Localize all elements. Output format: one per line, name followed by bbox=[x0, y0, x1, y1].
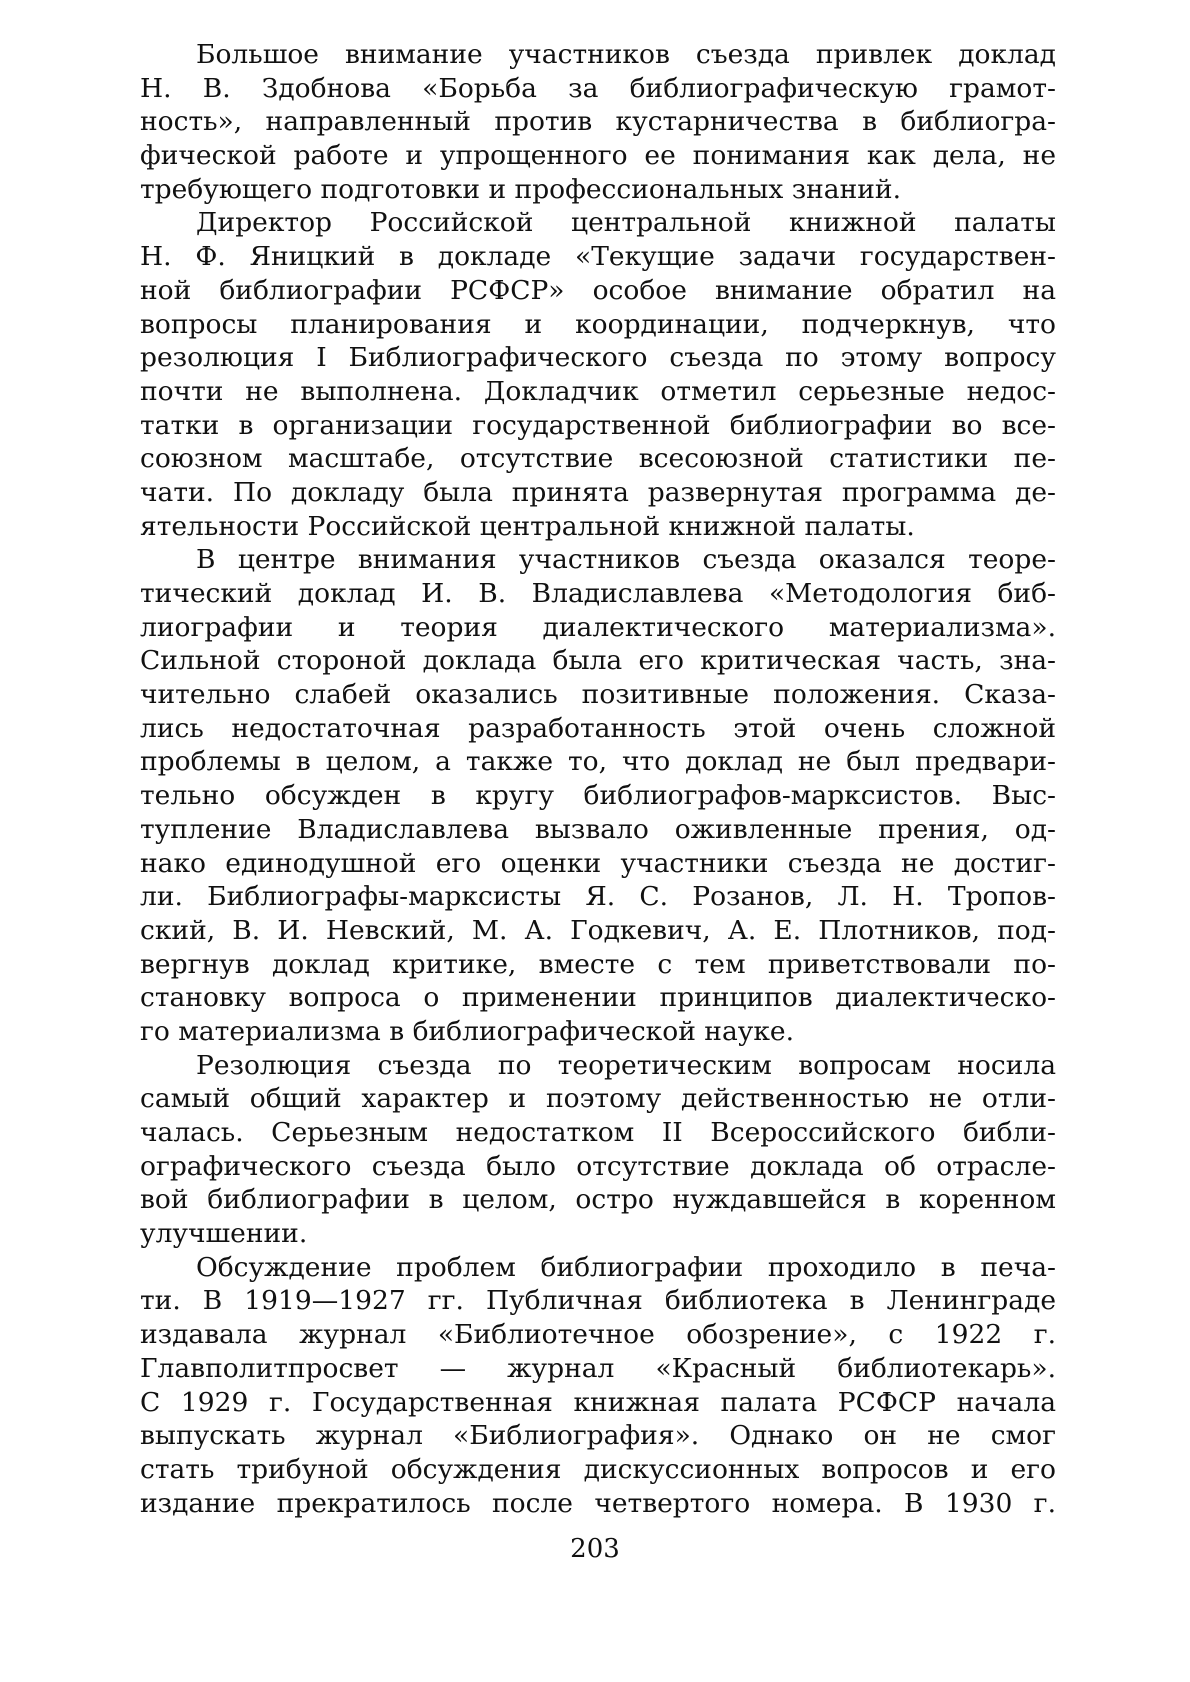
text-line: стать трибуной обсуждения дискуссионных вопросов и его bbox=[140, 1453, 1056, 1485]
text-line: лиографии и теория диалектического материализма». bbox=[140, 611, 1056, 643]
text-line: Главполитпросвет — журнал «Красный библиотекарь». bbox=[140, 1352, 1056, 1384]
text-line: ографического съезда было отсутствие доклада об отрасле- bbox=[140, 1150, 1056, 1182]
text-line: ти. В 1919—1927 гг. Публичная библиотека в Ленинграде bbox=[140, 1285, 1056, 1317]
text-line: тупление Владиславлева вызвало оживленные прения, од- bbox=[140, 813, 1056, 845]
text-line: го материализма в библиографической науке. bbox=[140, 1015, 795, 1047]
text-line: Сильной стороной доклада была его критическая часть, зна- bbox=[140, 645, 1056, 677]
text-line: тический доклад И. В. Владиславлева «Методология биб- bbox=[140, 578, 1056, 609]
text-line: становку вопроса о применении принципов диалектическо- bbox=[140, 982, 1056, 1014]
text-line: улучшении. bbox=[140, 1218, 308, 1250]
text-line: вопросы планирования и координации, подчеркнув, что bbox=[140, 308, 1056, 340]
text-line: Н. Ф. Яницкий в докладе «Текущие задачи государствен- bbox=[140, 241, 1056, 273]
text-line: самый общий характер и поэтому действенностью не отли- bbox=[140, 1083, 1056, 1115]
page-number: 203 bbox=[570, 1534, 620, 1564]
text-line: проблемы в целом, а также то, что доклад не был предвари- bbox=[140, 746, 1056, 778]
text-line: издавала журнал «Библиотечное обозрение», с 1922 г. bbox=[140, 1319, 1056, 1351]
text-line: чалась. Серьезным недостатком II Всероссийского библи- bbox=[140, 1117, 1056, 1148]
text-line: выпускать журнал «Библиография». Однако он не смог bbox=[140, 1420, 1056, 1452]
text-line: чати. По докладу была принята развернутая программа де- bbox=[140, 476, 1056, 508]
paragraph bbox=[140, 1049, 1056, 1251]
text-line: ли. Библиографы-марксисты Я. С. Розанов, Л. Н. Тропов- bbox=[140, 881, 1056, 913]
text-line: Н. В. Здобнова «Борьба за библиографическую грамот- bbox=[140, 72, 1056, 104]
text-line: В центре внимания участников съезда оказался теоре- bbox=[196, 544, 1056, 576]
text-line: Большое внимание участников съезда привлек доклад bbox=[196, 39, 1056, 70]
paragraph bbox=[140, 206, 1056, 543]
text-line: нако единодушной его оценки участники съезда не достиг- bbox=[140, 847, 1056, 879]
paragraph bbox=[140, 543, 1056, 1048]
text-line: требующего подготовки и профессиональных знаний. bbox=[140, 173, 902, 205]
text-line: ский, В. И. Невский, М. А. Годкевич, А. Е. Плотников, под- bbox=[140, 914, 1056, 946]
text-line: чительно слабей оказались позитивные положения. Сказа- bbox=[140, 679, 1056, 711]
text-line: союзном масштабе, отсутствие всесоюзной статистики пе- bbox=[140, 443, 1056, 475]
text-line: тельно обсужден в кругу библиографов-марксистов. Выс- bbox=[140, 780, 1056, 812]
paragraph bbox=[140, 1251, 1056, 1521]
text-line: издание прекратилось после четвертого номера. В 1930 г. bbox=[140, 1487, 1056, 1519]
text-line: С 1929 г. Государственная книжная палата РСФСР начала bbox=[140, 1386, 1056, 1418]
text-line: почти не выполнена. Докладчик отметил серьезные недос- bbox=[140, 375, 1056, 407]
paragraph bbox=[140, 38, 1056, 206]
text-line: Директор Российской центральной книжной палаты bbox=[196, 207, 1056, 239]
text-line: вой библиографии в целом, остро нуждавшейся в коренном bbox=[140, 1184, 1056, 1216]
text-line: татки в организации государственной библиографии во все- bbox=[140, 409, 1056, 441]
text-line: вергнув доклад критике, вместе с тем приветствовали по- bbox=[140, 948, 1056, 980]
page-body bbox=[140, 38, 1056, 1520]
text-line: резолюция I Библиографического съезда по этому вопросу bbox=[140, 342, 1056, 374]
text-line: Обсуждение проблем библиографии проходило в печа- bbox=[196, 1251, 1056, 1283]
text-line: ной библиографии РСФСР» особое внимание обратил на bbox=[140, 274, 1056, 306]
text-line: лись недостаточная разработанность этой очень сложной bbox=[140, 712, 1056, 744]
text-line: ятельности Российской центральной книжной палаты. bbox=[140, 510, 915, 542]
text-line: ность», направленный против кустарничества в библиогра- bbox=[140, 106, 1056, 138]
text-line: Резолюция съезда по теоретическим вопросам носила bbox=[196, 1049, 1056, 1081]
text-line: фической работе и упрощенного ее понимания как дела, не bbox=[140, 140, 1056, 172]
